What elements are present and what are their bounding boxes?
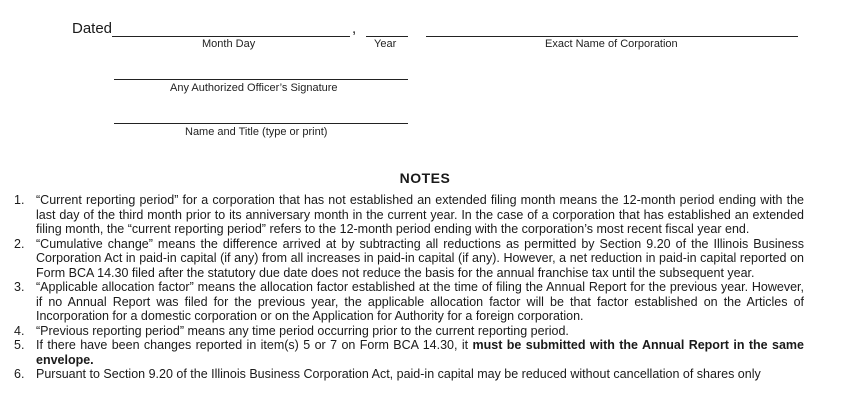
notes-heading: NOTES — [399, 170, 451, 186]
note-text-body: “Cumulative change” means the difference arrived at by subtracting all reductions as permitted by Section 9.20 of the Illinois Business Corporation Act in paid-in capital (if any) from all increases in paid-in capital (if any). However, a net reduction in paid-in capital reported on Form BCA 14.30 filed after the statutory due date does not reduce the basis for the annual franchise tax until the subsequent year. — [36, 236, 804, 280]
note-text-body: Pursuant to Section 9.20 of the Illinois Business Corporation Act, paid-in capital may be reduced without cancellation of shares only — [36, 367, 761, 381]
note-text — [36, 237, 804, 281]
note-text — [36, 280, 804, 324]
note-number: 3. — [14, 280, 25, 294]
note-number: 4. — [14, 323, 25, 338]
note-text-body: “Applicable allocation factor” means the allocation factor established at the time of filing the Annual Report for the previous year. However, if no Annual Report was filed for the previous year, the applicable allocation factor will be that factor established on the Articles of Incorporation for a domestic corporation or on the Application for Authority for a foreign corporation. — [36, 280, 804, 323]
note-item — [14, 324, 804, 339]
note-text-body: If there have been changes reported in item(s) 5 or 7 on Form BCA 14.30, it — [36, 338, 473, 352]
date-comma: , — [352, 20, 357, 37]
officer-signature-caption: Any Authorized Officer’s Signature — [170, 82, 338, 94]
name-title-caption: Name and Title (type or print) — [185, 126, 328, 138]
note-emphasis: must be submitted with the Annual Report in the same envelope. — [36, 338, 804, 367]
note-text — [36, 193, 804, 237]
note-number: 6. — [14, 367, 25, 381]
note-item — [14, 237, 804, 281]
note-item — [14, 367, 804, 382]
month-day-caption: Month Day — [202, 38, 256, 50]
note-item — [14, 193, 804, 237]
note-text — [36, 324, 804, 339]
corporation-name-line[interactable] — [426, 36, 798, 37]
note-text-body: “Current reporting period” for a corporation that has not established an extended filing month means the 12-month period ending with the last day of the third month prior to its anniversary month in the current year. In the case of a corporation that has established an extended filing month, the “current reporting period” refers to the 12-month period ending with the corporation’s most recent fiscal year end. — [36, 193, 804, 236]
notes-list — [14, 193, 804, 382]
note-number: 5. — [14, 338, 25, 352]
month-day-line[interactable] — [112, 36, 350, 37]
year-caption: Year — [374, 38, 397, 50]
corporation-name-caption: Exact Name of Corporation — [545, 38, 678, 50]
note-number: 2. — [14, 236, 25, 251]
name-title-line[interactable] — [114, 123, 408, 124]
year-line[interactable] — [366, 36, 408, 37]
officer-signature-line[interactable] — [114, 79, 408, 80]
note-text — [36, 367, 804, 382]
note-item — [14, 338, 804, 367]
note-text-body: “Previous reporting period” means any time period occurring prior to the current reporting period. — [36, 323, 569, 338]
note-item — [14, 280, 804, 324]
note-number: 1. — [14, 193, 25, 207]
note-text — [36, 338, 804, 367]
dated-label: Dated — [72, 20, 113, 37]
